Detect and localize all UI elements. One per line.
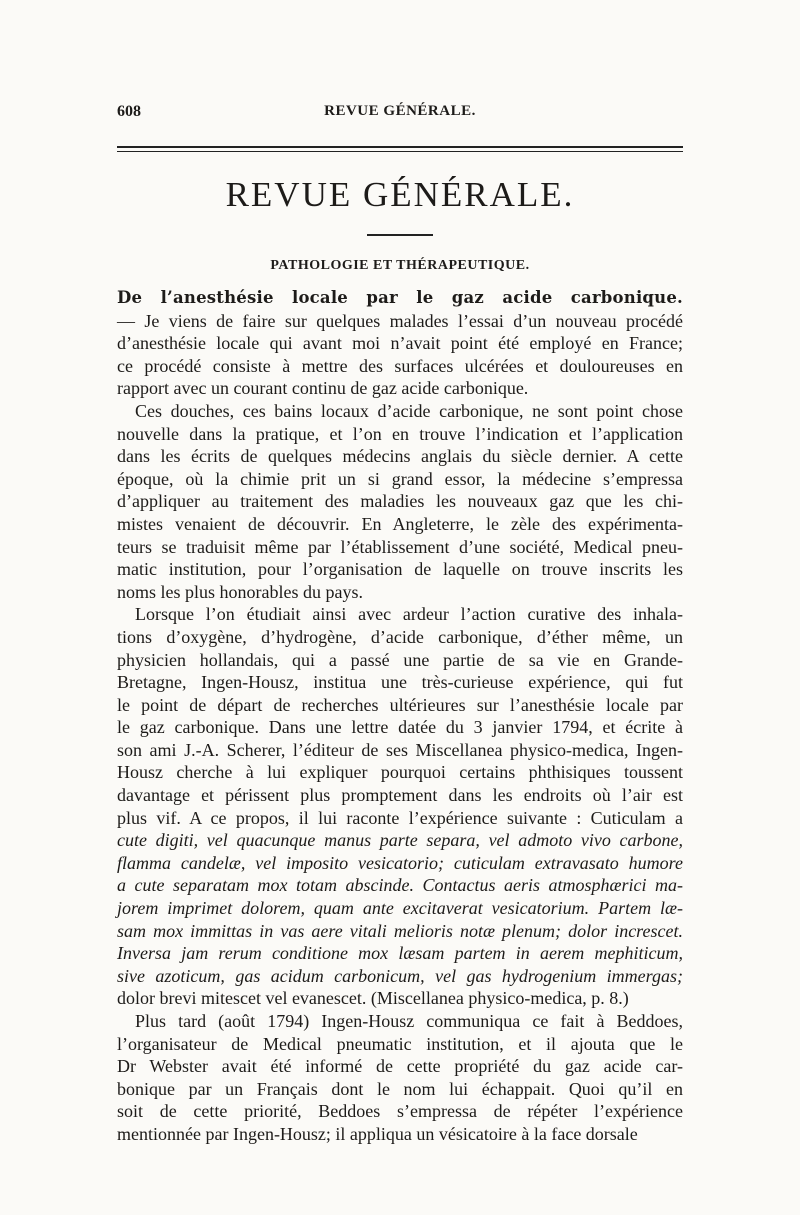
text-line: époque, où la chimie prit un si grand essor, la médecine s’empressa	[117, 468, 683, 489]
text-line: Bretagne, Ingen-Housz, institua une très-curieuse expérience, qui fut	[117, 672, 683, 693]
text-line: le gaz carbonique. Dans une lettre datée du 3 janvier 1794, et écrite à	[117, 717, 683, 738]
text-line: d’anesthésie locale qui avant moi n’avait point été employé en France;	[117, 333, 683, 354]
text-line: soit de cette priorité, Beddoes s’empressa de répéter l’expérience	[117, 1101, 683, 1122]
text-line: Lorsque l’on étudiait ainsi avec ardeur l’action curative des inhala-	[135, 604, 683, 625]
text-line: son ami J.-A. Scherer, l’éditeur de ses Miscellanea physico-medica, Ingen-	[117, 739, 683, 760]
running-head	[117, 103, 683, 123]
text-line: tions d’oxygène, d’hydrogène, d’acide carbonique, d’éther même, un	[117, 626, 683, 647]
text-line: ce procédé consiste à mettre des surfaces ulcérées et douloureuses en	[117, 355, 683, 376]
text-line: flamma candelæ, vel imposito vesicatorio; cuticulam extravasato humore	[117, 852, 683, 873]
text-line: matic institution, pour l’organisation de laquelle on trouve inscrits les	[117, 559, 683, 580]
running-title: REVUE GÉNÉRALE.	[324, 103, 476, 119]
article-heading: De l’anesthésie locale par le gaz acide carbonique.	[117, 288, 683, 307]
text-line: dans les écrits de quelques médecins anglais du siècle dernier. A cette	[117, 446, 683, 467]
text-line: — Je viens de faire sur quelques malades l’essai d’un nouveau procédé	[117, 310, 683, 331]
text-line: noms les plus honorables du pays.	[117, 581, 363, 602]
section-heading: PATHOLOGIE ET THÉRAPEUTIQUE.	[270, 258, 530, 273]
text-line: d’appliquer au traitement des maladies les nouveaux gaz que les chi-	[117, 491, 683, 512]
text-line: physicien hollandais, qui a passé une partie de sa vie en Grande-	[117, 649, 683, 670]
text-line: Inversa jam rerum conditione mox læsam partem in aerem mephiticum,	[117, 943, 683, 964]
text-line: cute digiti, vel quacunque manus parte separa, vel admoto vivo carbone,	[117, 830, 683, 851]
text-line: davantage et périssent plus promptement dans les endroits où l’air est	[117, 785, 683, 806]
text-line: Housz cherche à lui expliquer pourquoi certains phthisiques toussent	[117, 762, 683, 783]
text-line: jorem imprimet dolorem, quam ante excitaverat vesicatorium. Partem læ-	[117, 898, 683, 919]
text-line: bonique par un Français dont le nom lui échappait. Quoi qu’il en	[117, 1078, 683, 1099]
text-line: Plus tard (août 1794) Ingen-Housz communiqua ce fait à Beddoes,	[135, 1011, 683, 1031]
title-rule	[367, 234, 433, 236]
text-line: dolor brevi mitescet vel evanescet. (Miscellanea physico-medica, p. 8.)	[117, 988, 629, 1009]
text-line: rapport avec un courant continu de gaz acide carbonique.	[117, 378, 529, 399]
text-line: l’organisateur de Medical pneumatic institution, et il ajouta que le	[117, 1033, 683, 1054]
text-line: sive azoticum, gas acidum carbonicum, vel gas hydrogenium immergas;	[117, 965, 683, 986]
main-title: REVUE GÉNÉRALE.	[225, 175, 575, 214]
page-number: 608	[117, 103, 141, 120]
text-line: plus vif. A ce propos, il lui raconte l’expérience suivante : Cuticulam a	[117, 807, 683, 828]
text-line: teurs se traduisit même par l’établissement d’une société, Medical pneu-	[117, 536, 683, 557]
text-line: mistes venaient de découvrir. En Angleterre, le zèle des expérimenta-	[117, 513, 683, 534]
text-line: le point de départ de recherches ultérieures sur l’anesthésie locale par	[117, 694, 683, 715]
text-line: Ces douches, ces bains locaux d’acide carbonique, ne sont point chose	[135, 400, 683, 421]
text-line: Dr Webster avait été informé de cette propriété du gaz acide car-	[117, 1056, 683, 1077]
text-line: nouvelle dans la pratique, et l’on en trouve l’indication et l’application	[117, 423, 683, 444]
double-rule-divider	[117, 146, 683, 152]
text-line: a cute separatam mox totam abscinde. Contactus aeris atmosphærici ma-	[117, 875, 683, 896]
text-line: mentionnée par Ingen-Housz; il appliqua un vésicatoire à la face dorsale	[117, 1123, 638, 1144]
text-line: sam mox immittas in vas aere vitali melioris notæ plenum; dolor increscet.	[117, 920, 683, 941]
article-body	[117, 287, 683, 1146]
